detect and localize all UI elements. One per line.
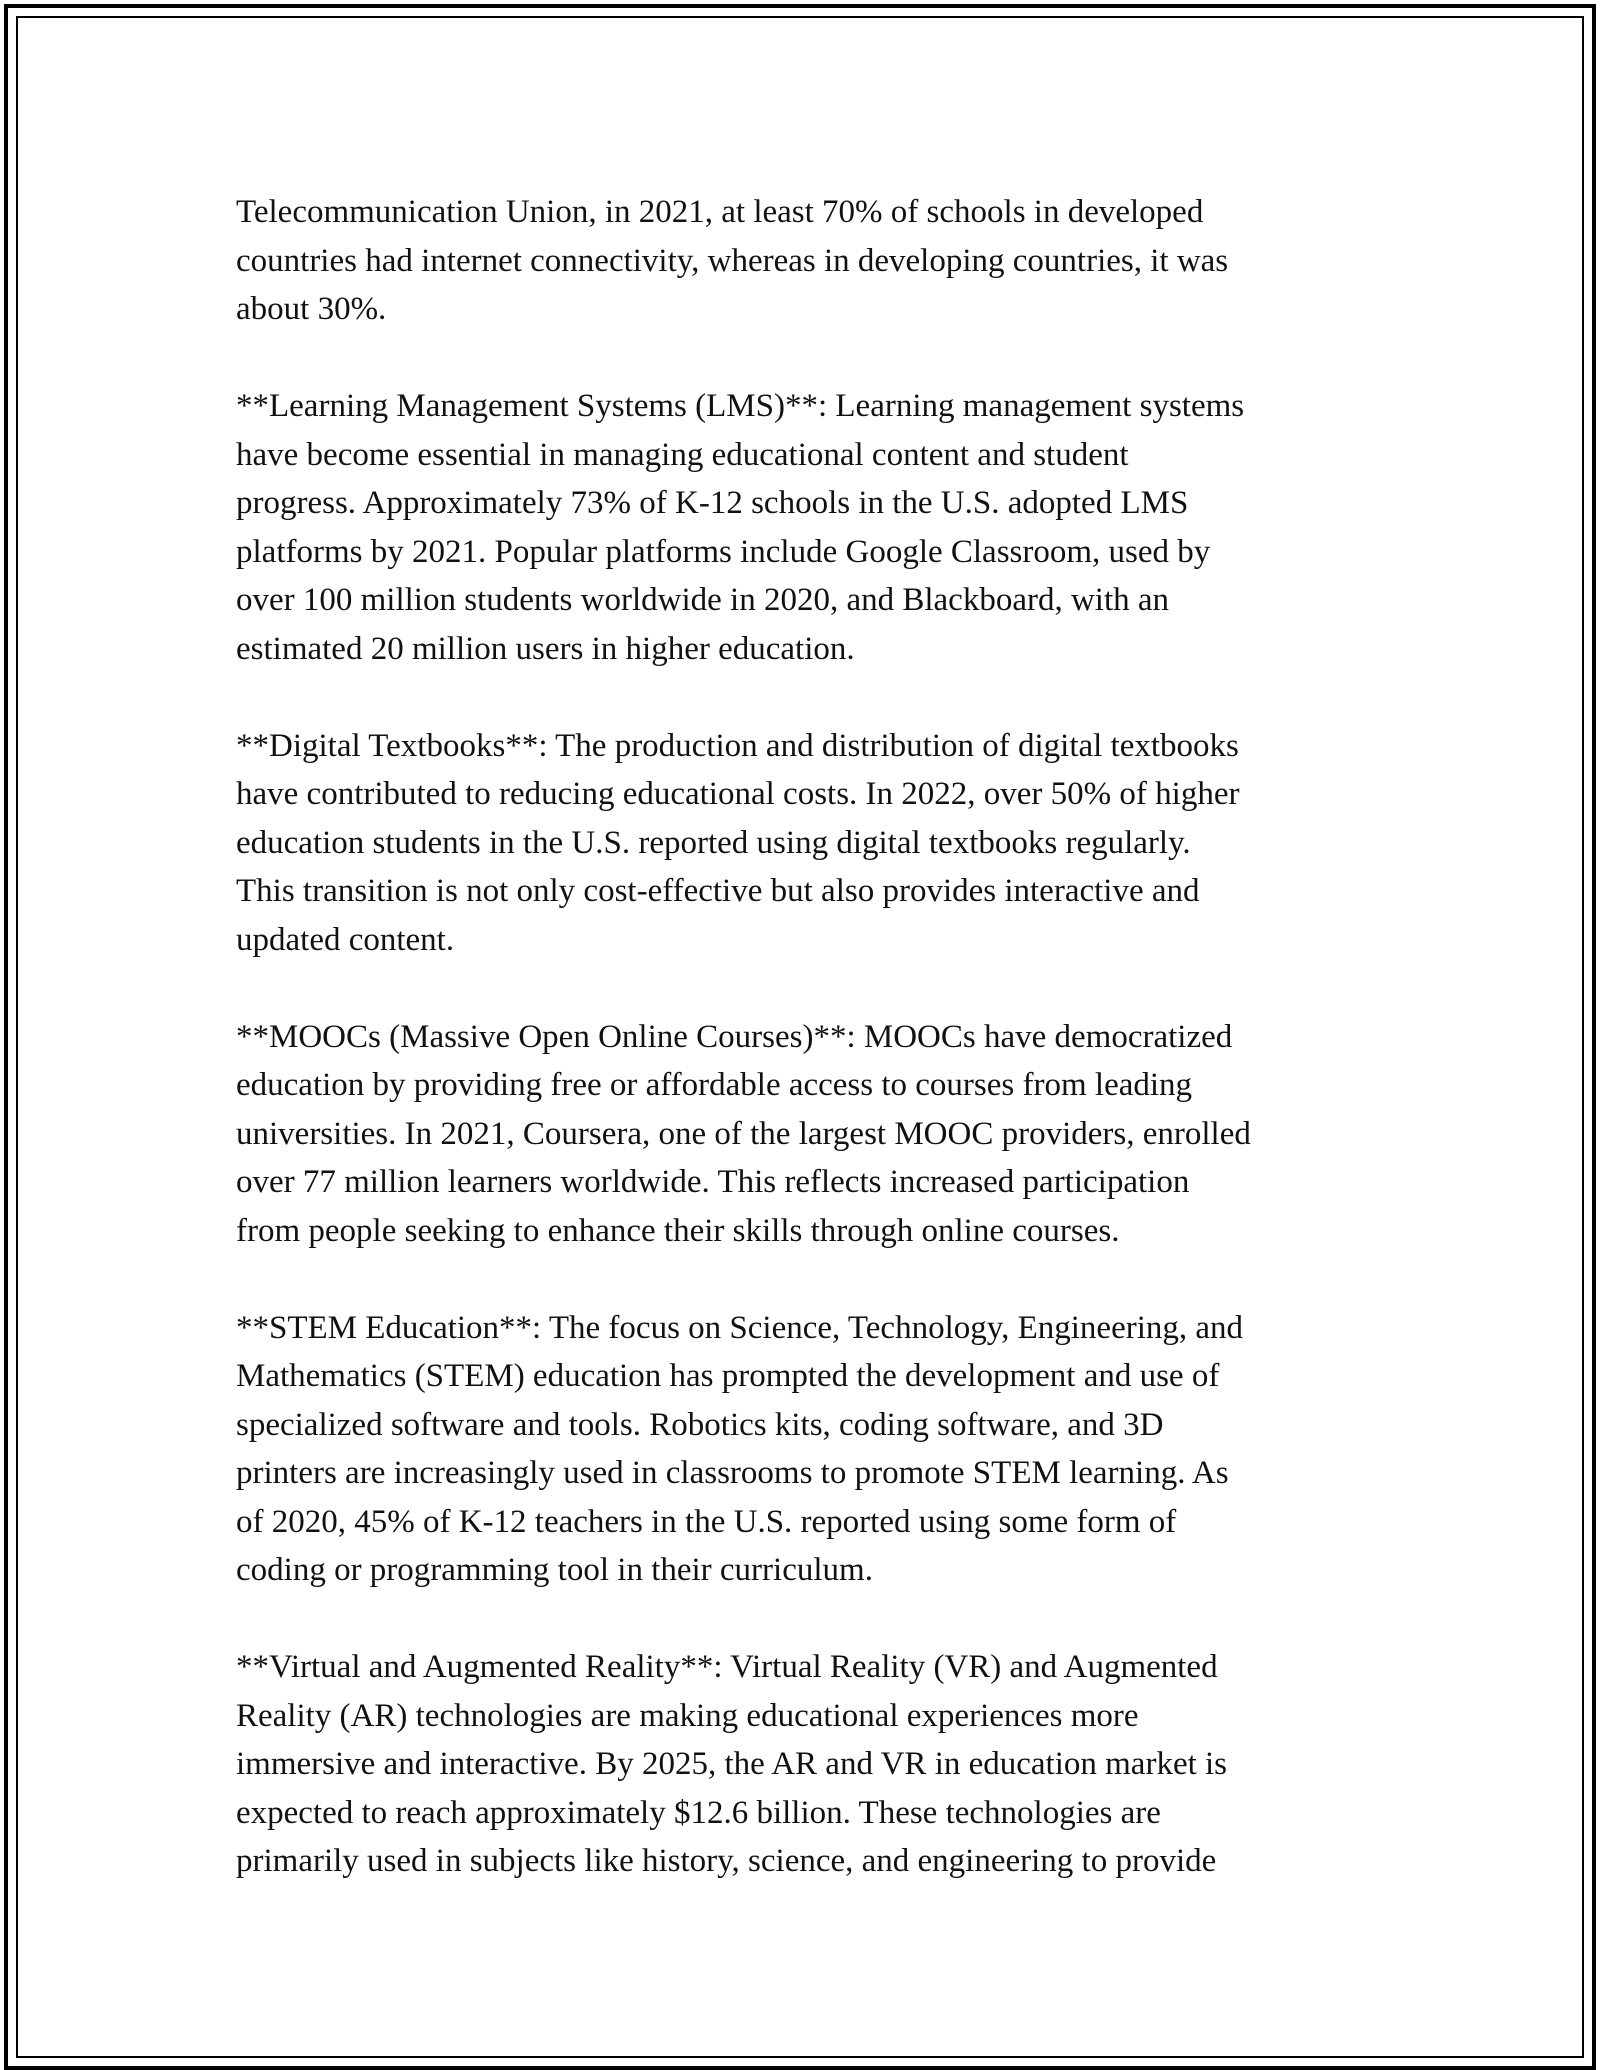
- text-line: printers are increasingly used in classrooms to promote STEM learning. As: [236, 1455, 1229, 1491]
- text-line: over 100 million students worldwide in 2020, and Blackboard, with an: [236, 582, 1170, 618]
- text-line: specialized software and tools. Robotics kits, coding software, and 3D: [236, 1406, 1164, 1443]
- text-line: updated content.: [236, 921, 455, 958]
- text-line: education students in the U.S. reported using digital textbooks regularly.: [236, 824, 1191, 861]
- text-line: primarily used in subjects like history, science, and engineering to provide: [236, 1843, 1217, 1879]
- text-line: immersive and interactive. By 2025, the AR and VR in education market is: [236, 1746, 1228, 1782]
- paragraph-moocs: [236, 1013, 1386, 1256]
- text-line: of 2020, 45% of K-12 teachers in the U.S. reported using some form of: [236, 1503, 1177, 1540]
- document-body: [236, 188, 1386, 1886]
- text-line: have contributed to reducing educational costs. In 2022, over 50% of higher: [236, 776, 1240, 812]
- paragraph-lms: [236, 382, 1386, 673]
- text-line: Reality (AR) technologies are making educational experiences more: [236, 1697, 1139, 1734]
- text-line: progress. Approximately 73% of K-12 schools in the U.S. adopted LMS: [236, 485, 1189, 521]
- text-line: Telecommunication Union, in 2021, at least 70% of schools in developed: [236, 194, 1204, 230]
- text-line: over 77 million learners worldwide. This reflects increased participation: [236, 1164, 1190, 1200]
- paragraph-digital-textbooks: [236, 722, 1386, 965]
- text-line: **Learning Management Systems (LMS)**: Learning management systems: [236, 388, 1245, 424]
- paragraph-stem-education: [236, 1304, 1386, 1595]
- text-line: universities. In 2021, Coursera, one of the largest MOOC providers, enrolled: [236, 1115, 1251, 1152]
- text-line: education by providing free or affordable access to courses from leading: [236, 1067, 1193, 1103]
- text-line: platforms by 2021. Popular platforms include Google Classroom, used by: [236, 533, 1211, 570]
- text-line: This transition is not only cost-effective but also provides interactive and: [236, 873, 1200, 909]
- text-line: coding or programming tool in their curriculum.: [236, 1552, 873, 1588]
- text-line: **STEM Education**: The focus on Science, Technology, Engineering, and: [236, 1309, 1244, 1346]
- text-line: **Digital Textbooks**: The production and distribution of digital textbooks: [236, 727, 1239, 764]
- text-line: expected to reach approximately $12.6 billion. These technologies are: [236, 1794, 1161, 1831]
- paragraph-virtual-augmented-reality: [236, 1643, 1386, 1886]
- text-line: Mathematics (STEM) education has prompted the development and use of: [236, 1358, 1220, 1394]
- paragraph-internet-connectivity: [236, 188, 1386, 334]
- text-line: estimated 20 million users in higher education.: [236, 630, 855, 667]
- text-line: countries had internet connectivity, whereas in developing countries, it was: [236, 242, 1229, 279]
- text-line: from people seeking to enhance their skills through online courses.: [236, 1212, 1120, 1249]
- text-line: have become essential in managing educational content and student: [236, 436, 1129, 473]
- text-line: **MOOCs (Massive Open Online Courses)**: MOOCs have democratized: [236, 1018, 1233, 1055]
- text-line: **Virtual and Augmented Reality**: Virtual Reality (VR) and Augmented: [236, 1649, 1218, 1685]
- text-line: about 30%.: [236, 291, 387, 327]
